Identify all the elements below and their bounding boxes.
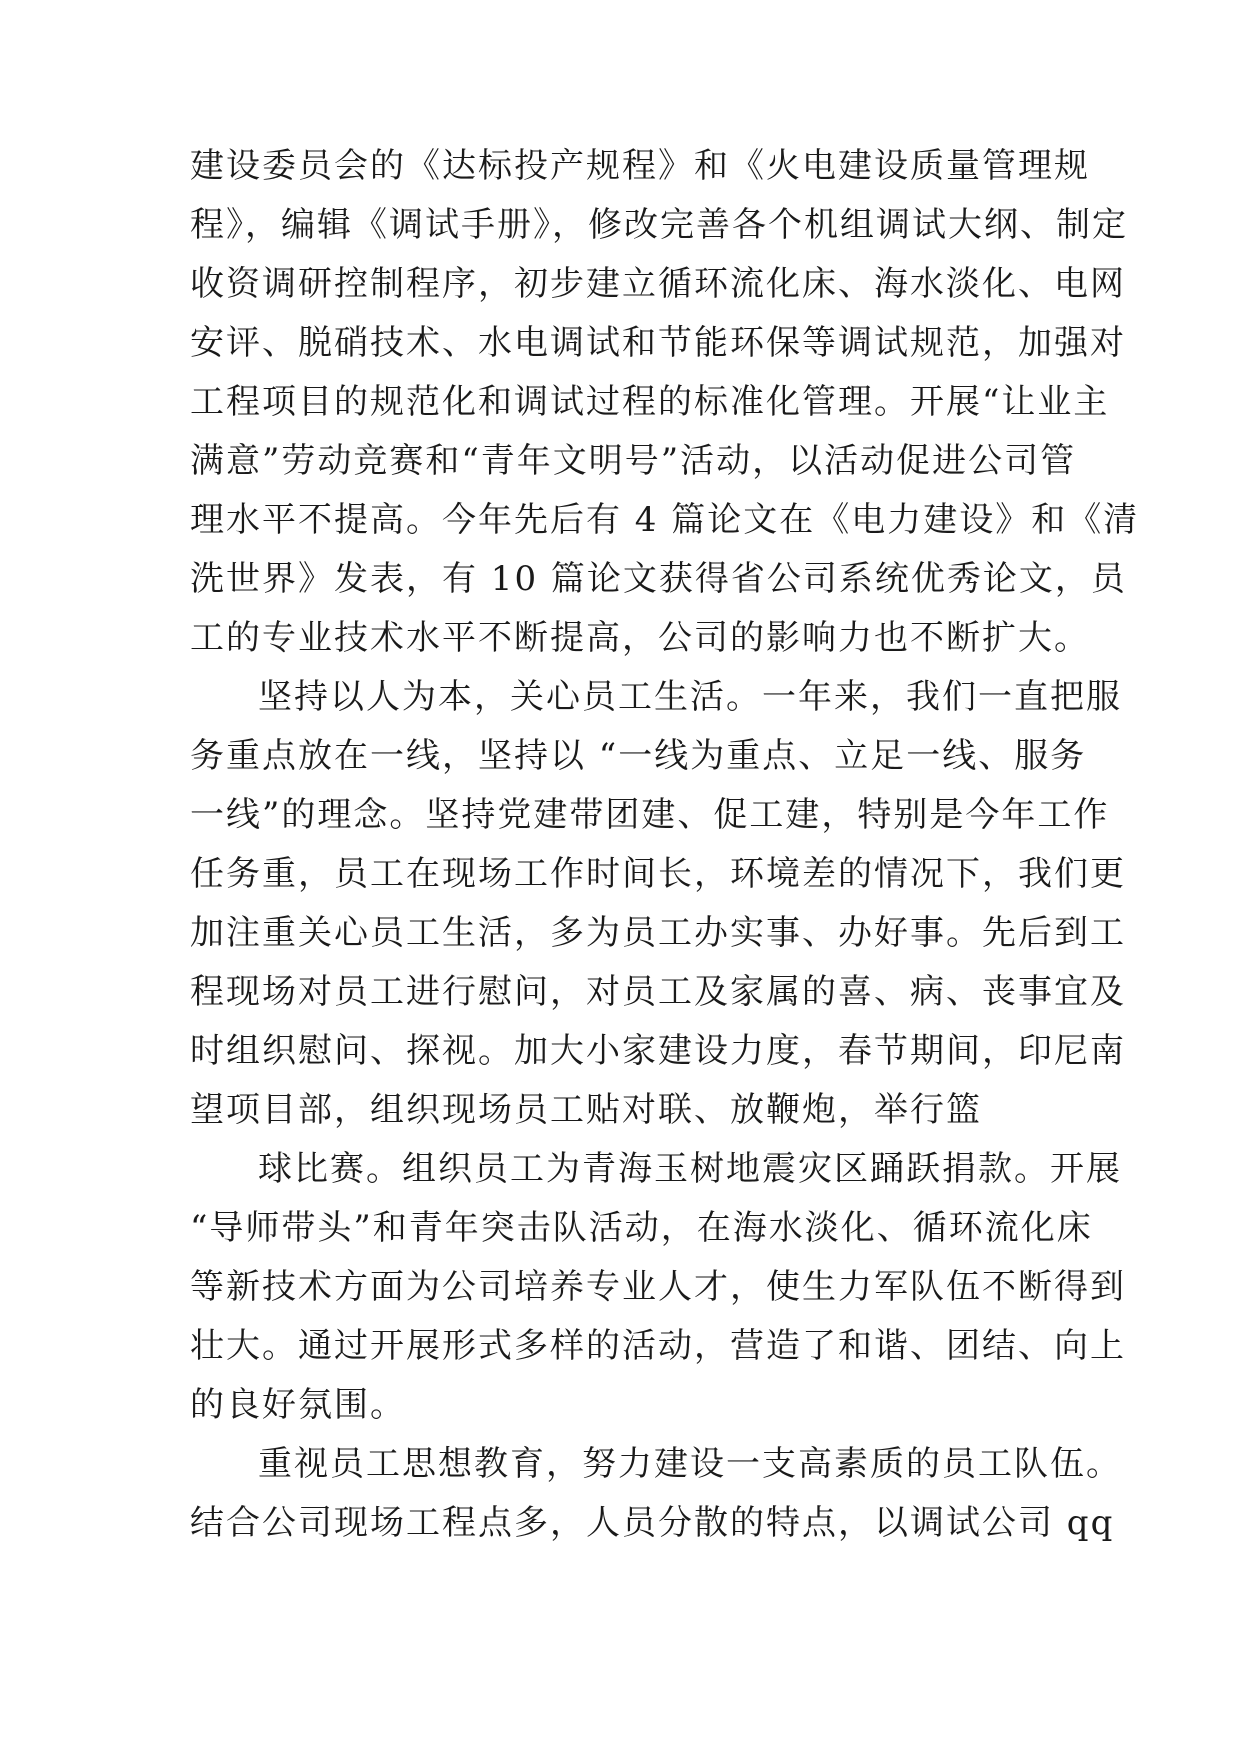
text-line: 时组织慰问、探视。加大小家建设力度，春节期间，印尼南 bbox=[190, 1031, 1126, 1071]
paragraph-first-line: 球比赛。组织员工为青海玉树地震灾区踊跃捐款。开展 bbox=[258, 1149, 1122, 1189]
text-line: 工的专业技术水平不断提高，公司的影响力也不断扩大。 bbox=[190, 618, 1090, 658]
text-line: 程现场对员工进行慰问，对员工及家属的喜、病、丧事宜及 bbox=[190, 972, 1126, 1012]
paragraph-first-line: 坚持以人为本，关心员工生活。一年来，我们一直把服 bbox=[258, 677, 1122, 717]
text-line: 满意”劳动竞赛和“青年文明号”活动，以活动促进公司管 bbox=[190, 441, 1077, 481]
text-line: 建设委员会的《达标投产规程》和《火电建设质量管理规 bbox=[190, 146, 1090, 186]
text-line: 务重点放在一线，坚持以 “一线为重点、立足一线、服务 bbox=[190, 736, 1087, 776]
text-line: 工程项目的规范化和调试过程的标准化管理。开展“让业主 bbox=[190, 382, 1110, 422]
text-line: 收资调研控制程序，初步建立循环流化床、海水淡化、电网 bbox=[190, 264, 1126, 304]
text-line: “导师带头”和青年突击队活动，在海水淡化、循环流化床 bbox=[190, 1208, 1093, 1248]
text-line: 望项目部，组织现场员工贴对联、放鞭炮，举行篮 bbox=[190, 1090, 982, 1130]
text-line: 等新技术方面为公司培养专业人才，使生力军队伍不断得到 bbox=[190, 1267, 1126, 1307]
text-line: 壮大。通过开展形式多样的活动，营造了和谐、团结、向上 bbox=[190, 1326, 1126, 1366]
text-line: 加注重关心员工生活，多为员工办实事、办好事。先后到工 bbox=[190, 913, 1126, 953]
paragraph-first-line: 重视员工思想教育，努力建设一支高素质的员工队伍。 bbox=[258, 1444, 1122, 1484]
text-line: 结合公司现场工程点多，人员分散的特点，以调试公司 qq bbox=[190, 1503, 1115, 1543]
text-line: 程》，编辑《调试手册》，修改完善各个机组调试大纲、制定 bbox=[190, 205, 1128, 245]
text-line: 的良好氛围。 bbox=[190, 1385, 406, 1425]
text-line: 一线”的理念。坚持党建带团建、促工建，特别是今年工作 bbox=[190, 795, 1110, 835]
text-line: 洗世界》发表，有 10 篇论文获得省公司系统优秀论文，员 bbox=[190, 559, 1127, 599]
text-line: 安评、脱硝技术、水电调试和节能环保等调试规范，加强对 bbox=[190, 323, 1126, 363]
text-line: 任务重，员工在现场工作时间长，环境差的情况下，我们更 bbox=[190, 854, 1126, 894]
text-line: 理水平不提高。今年先后有 4 篇论文在《电力建设》和《清 bbox=[190, 500, 1140, 540]
